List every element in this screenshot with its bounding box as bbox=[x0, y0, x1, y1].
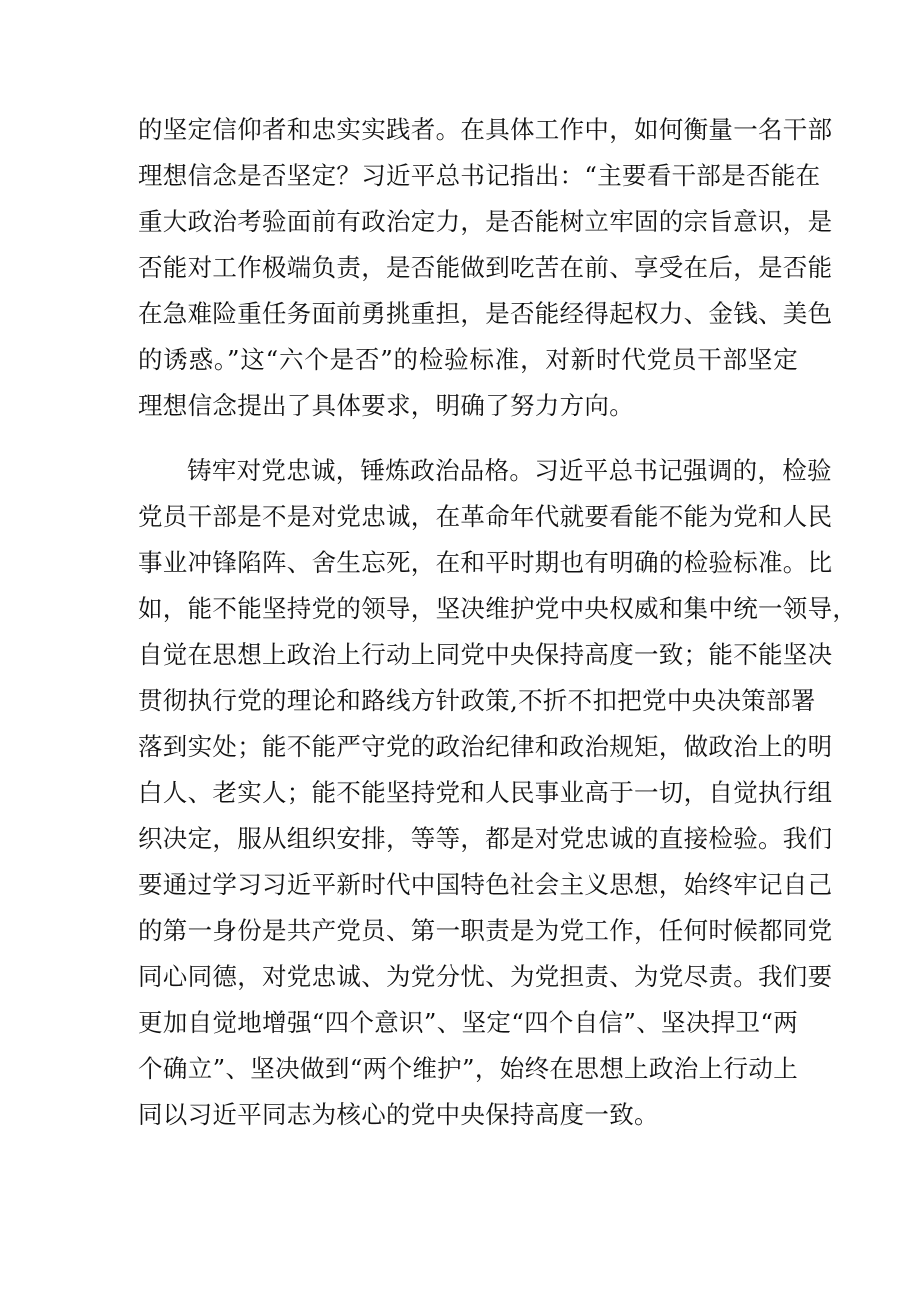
text-line: 理想信念是否坚定？习近平总书记指出：“主要看干部是否能在 bbox=[138, 161, 821, 190]
text-line: 理想信念提出了具体要求，明确了努力方向。 bbox=[138, 391, 634, 420]
text-line: 白人、老实人；能不能坚持党和人民事业高于一切，自觉执行组 bbox=[138, 778, 833, 807]
text-line: 重大政治考验面前有政治定力，是否能树立牢固的宗旨意识，是 bbox=[138, 207, 833, 236]
text-line: 的诱惑。”这“六个是否”的检验标准，对新时代党员干部坚定 bbox=[138, 345, 798, 374]
text-line: 要通过学习习近平新时代中国特色社会主义思想，始终牢记自己 bbox=[138, 870, 833, 899]
text-line: 否能对工作极端负责，是否能做到吃苦在前、享受在后，是否能 bbox=[138, 253, 833, 282]
text-line: 自觉在思想上政治上行动上同党中央保持高度一致；能不能坚决 bbox=[138, 640, 833, 669]
text-line: 同心同德，对党忠诚、为党分忧、为党担责、为党尽责。我们要 bbox=[138, 962, 833, 991]
document-body bbox=[138, 107, 858, 1157]
text-line: 在急难险重任务面前勇挑重担，是否能经得起权力、金钱、美色 bbox=[138, 299, 833, 328]
text-line: 贯彻执行党的理论和路线方针政策,不折不扣把党中央决策部署 bbox=[138, 686, 816, 715]
text-line: 个确立”、坚决做到“两个维护”，始终在思想上政治上行动上 bbox=[138, 1054, 798, 1083]
paragraph-2 bbox=[138, 448, 858, 1138]
text-line: 的第一身份是共产党员、第一职责是为党工作，任何时候都同党 bbox=[138, 916, 833, 945]
text-line: 落到实处；能不能严守党的政治纪律和政治规矩，做政治上的明 bbox=[138, 732, 833, 761]
paragraph-1 bbox=[138, 107, 833, 429]
text-line: 事业冲锋陷阵、舍生忘死，在和平时期也有明确的检验标准。比 bbox=[138, 548, 833, 577]
text-line: 同以习近平同志为核心的党中央保持高度一致。 bbox=[138, 1100, 659, 1129]
text-line: 的坚定信仰者和忠实实践者。在具体工作中，如何衡量一名干部 bbox=[138, 115, 833, 144]
text-line: 如，能不能坚持党的领导，坚决维护党中央权威和集中统一领导， bbox=[138, 594, 858, 623]
text-line: 党员干部是不是对党忠诚，在革命年代就要看能不能为党和人民 bbox=[138, 502, 833, 531]
text-line: 更加自觉地增强“四个意识”、坚定“四个自信”、坚决捍卫“两 bbox=[138, 1008, 798, 1037]
text-line: 铸牢对党忠诚，锤炼政治品格。习近平总书记强调的，检验 bbox=[187, 456, 832, 485]
text-line: 织决定，服从组织安排，等等，都是对党忠诚的直接检验。我们 bbox=[138, 824, 833, 853]
